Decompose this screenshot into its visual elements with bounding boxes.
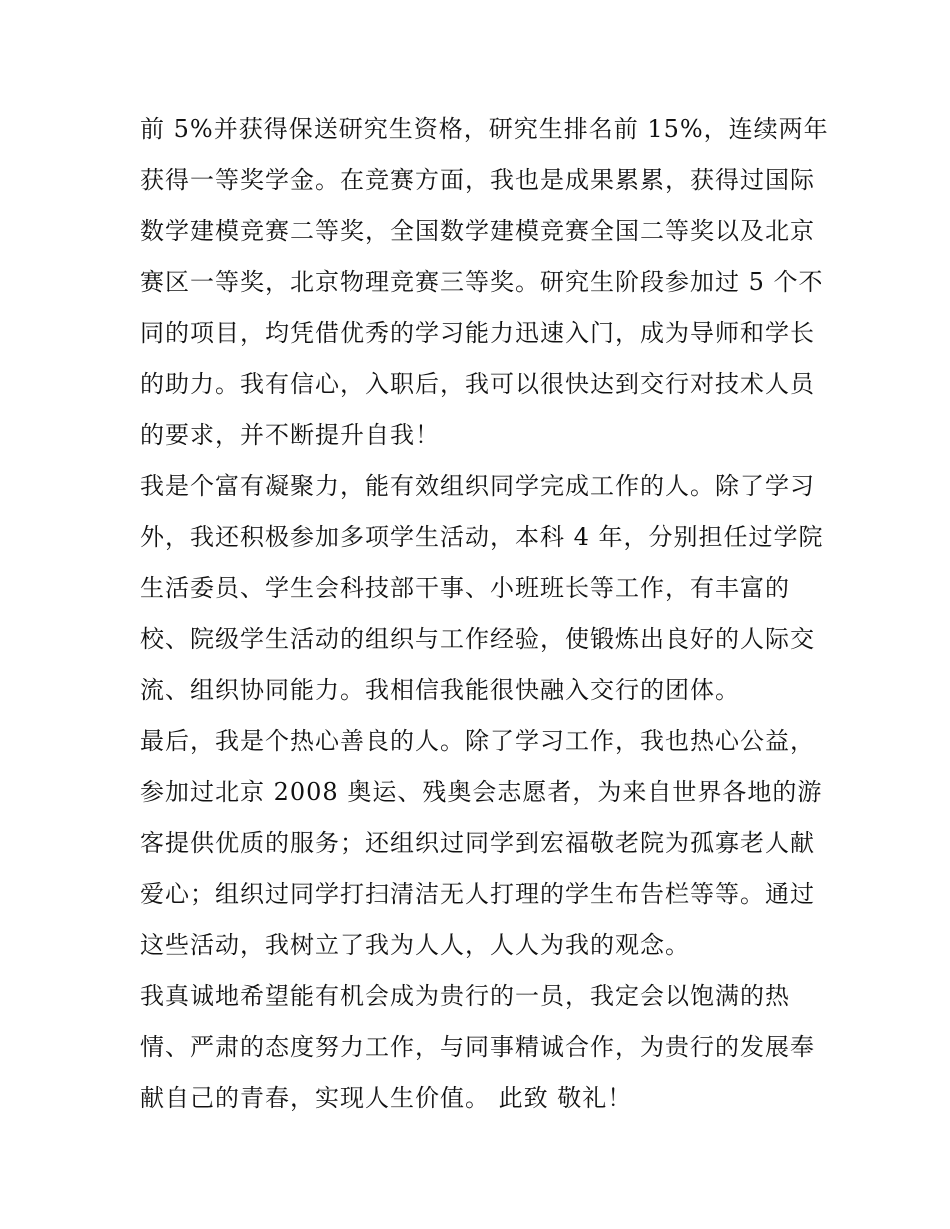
text-line: 献自己的青春，实现人生价值。 此致 敬礼！ [140, 1084, 633, 1112]
text-line: 客提供优质的服务；还组织过同学到宏福敬老院为孤寡老人献 [140, 829, 815, 857]
text-line: 情、严肃的态度努力工作，与同事精诚合作，为贵行的发展奉 [140, 1033, 815, 1061]
text-line: 校、院级学生活动的组织与工作经验，使锻炼出良好的人际交 [140, 625, 815, 653]
text-line: 这些活动，我树立了我为人人，人人为我的观念。 [140, 931, 690, 959]
text-line: 赛区一等奖，北京物理竞赛三等奖。研究生阶段参加过 5 个不 [140, 268, 824, 296]
text-line: 爱心；组织过同学打扫清洁无人打理的学生布告栏等等。通过 [140, 880, 815, 908]
text-line: 数学建模竞赛二等奖，全国数学建模竞赛全国二等奖以及北京 [140, 217, 815, 245]
text-line: 的助力。我有信心，入职后，我可以很快达到交行对技术人员 [140, 370, 815, 398]
text-line: 的要求，并不断提升自我！ [140, 421, 440, 449]
document-body [140, 104, 830, 1124]
text-line: 我真诚地希望能有机会成为贵行的一员，我定会以饱满的热 [140, 982, 790, 1010]
text-line: 生活委员、学生会科技部干事、小班班长等工作，有丰富的 [140, 574, 790, 602]
text-line: 最后，我是个热心善良的人。除了学习工作，我也热心公益， [140, 727, 815, 755]
text-line: 同的项目，均凭借优秀的学习能力迅速入门，成为导师和学长 [140, 319, 815, 347]
text-line: 我是个富有凝聚力，能有效组织同学完成工作的人。除了学习 [140, 472, 815, 500]
text-line: 参加过北京 2008 奥运、残奥会志愿者，为来自世界各地的游 [140, 778, 823, 806]
text-line: 前 5%并获得保送研究生资格，研究生排名前 15%，连续两年 [140, 115, 829, 143]
text-line: 流、组织协同能力。我相信我能很快融入交行的团体。 [140, 676, 740, 704]
text-line: 获得一等奖学金。在竞赛方面，我也是成果累累，获得过国际 [140, 166, 815, 194]
text-line: 外，我还积极参加多项学生活动，本科 4 年，分别担任过学院 [140, 523, 824, 551]
